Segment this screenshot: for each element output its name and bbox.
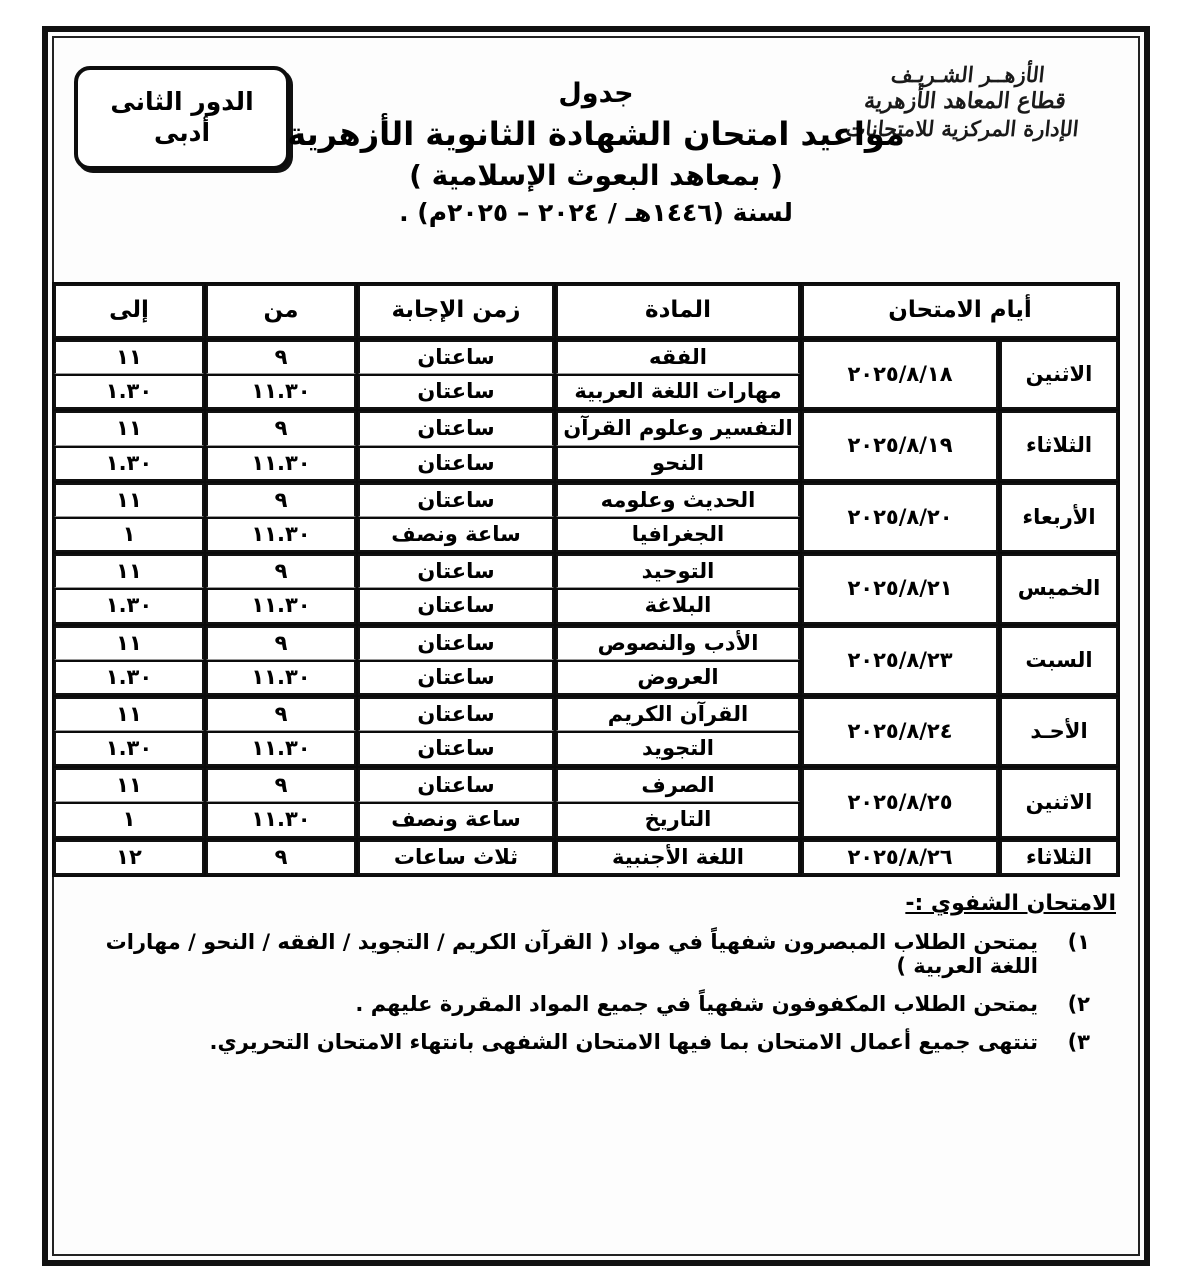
cell-exam-date: ٢٠٢٥/٨/٢٥	[802, 768, 998, 837]
oral-exam-heading: الامتحان الشفوي :-	[905, 890, 1116, 916]
cell-duration: ساعتان	[358, 733, 554, 766]
cell-day-name: الاثنين	[1000, 340, 1118, 409]
cell-duration: ساعتان	[358, 697, 554, 731]
column-header-duration: زمن الإجابة	[358, 284, 554, 338]
cell-time-to: ١	[54, 804, 204, 837]
table-row	[54, 483, 1118, 517]
cell-subject: الحديث وعلومه	[556, 483, 800, 517]
cell-subject: الأدب والنصوص	[556, 626, 800, 660]
cell-time-to: ١١	[54, 768, 204, 802]
cell-duration: ساعتان	[358, 626, 554, 660]
cell-duration: ساعتان	[358, 483, 554, 517]
column-header-subject: المادة	[556, 284, 800, 338]
table-header-row	[54, 284, 1118, 338]
letterhead-line-department: الإدارة المركزية للامتحانات	[844, 115, 1080, 141]
badge-track-label: أدبى	[153, 118, 211, 147]
schedule-table-wrapper	[72, 282, 1120, 877]
cell-duration: ساعتان	[358, 376, 554, 409]
cell-subject: الفقه	[556, 340, 800, 374]
note-item	[74, 992, 1118, 1016]
cell-subject: التاريخ	[556, 804, 800, 837]
cell-duration: ساعة ونصف	[358, 804, 554, 837]
cell-time-to: ١١	[54, 626, 204, 660]
cell-subject: الجغرافيا	[556, 519, 800, 552]
cell-time-to: ١.٣٠	[54, 590, 204, 623]
cell-time-to: ١١	[54, 554, 204, 588]
column-header-to: إلى	[54, 284, 204, 338]
table-row	[54, 411, 1118, 445]
cell-time-from: ٩	[206, 840, 356, 875]
cell-time-to: ١.٣٠	[54, 662, 204, 695]
cell-day-name: الثلاثاء	[1000, 840, 1118, 875]
cell-subject: النحو	[556, 448, 800, 481]
cell-time-from: ١١.٣٠	[206, 804, 356, 837]
note-text: يمتحن الطلاب المبصرون شفهياً في مواد ( القرآن الكريم / التجويد / الفقه / النحو / مهارات اللغة العربية )	[105, 929, 1038, 978]
oral-exam-notes	[74, 891, 1118, 1054]
cell-duration: ساعتان	[358, 590, 554, 623]
cell-exam-date: ٢٠٢٥/٨/٢٤	[802, 697, 998, 766]
cell-time-from: ١١.٣٠	[206, 519, 356, 552]
cell-duration: ثلاث ساعات	[358, 840, 554, 875]
badge-round-label: الدور الثانى	[110, 87, 254, 117]
cell-time-from: ٩	[206, 697, 356, 731]
cell-time-to: ١.٣٠	[54, 733, 204, 766]
cell-time-from: ١١.٣٠	[206, 448, 356, 481]
cell-time-from: ١١.٣٠	[206, 733, 356, 766]
note-number: ٣)	[1067, 1029, 1090, 1054]
table-row	[54, 554, 1118, 588]
cell-subject: التوحيد	[556, 554, 800, 588]
cell-day-name: الاثنين	[1000, 768, 1118, 837]
column-header-exam-days: أيام الامتحان	[802, 284, 1118, 338]
cell-subject: الصرف	[556, 768, 800, 802]
title-subtitle: ( بمعاهد البعوث الإسلامية )	[409, 159, 783, 192]
cell-time-from: ١١.٣٠	[206, 662, 356, 695]
cell-exam-date: ٢٠٢٥/٨/٢١	[802, 554, 998, 623]
cell-day-name: الثلاثاء	[1000, 411, 1118, 480]
table-row	[54, 697, 1118, 731]
cell-time-to: ١٢	[54, 840, 204, 875]
cell-time-from: ١١.٣٠	[206, 376, 356, 409]
cell-time-to: ١١	[54, 483, 204, 517]
cell-time-from: ٩	[206, 626, 356, 660]
cell-time-to: ١١	[54, 411, 204, 445]
note-item	[74, 930, 1118, 978]
cell-day-name: الأحـد	[1000, 697, 1118, 766]
note-number: ٢)	[1067, 991, 1090, 1016]
note-number: ١)	[1067, 929, 1090, 954]
cell-subject: التجويد	[556, 733, 800, 766]
cell-time-from: ٩	[206, 411, 356, 445]
cell-day-name: السبت	[1000, 626, 1118, 695]
cell-subject: اللغة الأجنبية	[556, 840, 800, 875]
exam-schedule-table	[52, 282, 1120, 877]
column-header-from: من	[206, 284, 356, 338]
cell-day-name: الأربعاء	[1000, 483, 1118, 552]
note-item	[74, 1030, 1118, 1054]
cell-subject: العروض	[556, 662, 800, 695]
table-row	[54, 768, 1118, 802]
cell-exam-date: ٢٠٢٥/٨/١٨	[802, 340, 998, 409]
table-row	[54, 340, 1118, 374]
cell-day-name: الخميس	[1000, 554, 1118, 623]
page-title	[62, 78, 1130, 227]
title-word-schedule: جدول	[558, 78, 634, 109]
cell-time-from: ١١.٣٠	[206, 590, 356, 623]
cell-time-to: ١.٣٠	[54, 376, 204, 409]
cell-time-from: ٩	[206, 768, 356, 802]
cell-time-from: ٩	[206, 340, 356, 374]
cell-time-to: ١١	[54, 340, 204, 374]
cell-exam-date: ٢٠٢٥/٨/٢٠	[802, 483, 998, 552]
letterhead-line-sector: قطاع المعاهد الأزهرية	[862, 88, 1068, 115]
table-row	[54, 626, 1118, 660]
cell-duration: ساعتان	[358, 411, 554, 445]
note-text: تنتهى جميع أعمال الامتحان بما فيها الامتحان الشفهى بانتهاء الامتحان التحريري.	[209, 1029, 1038, 1054]
table-row	[54, 840, 1118, 875]
title-academic-year: لسنة (١٤٤٦هـ / ٢٠٢٤ – ٢٠٢٥م) .	[399, 198, 793, 227]
title-main: مواعيد امتحان الشهادة الثانوية الأزهرية	[287, 115, 905, 153]
cell-time-to: ١	[54, 519, 204, 552]
cell-subject: التفسير وعلوم القرآن	[556, 411, 800, 445]
cell-subject: القرآن الكريم	[556, 697, 800, 731]
document-page-frame	[42, 26, 1150, 1266]
cell-duration: ساعتان	[358, 340, 554, 374]
cell-exam-date: ٢٠٢٥/٨/٢٦	[802, 840, 998, 875]
cell-subject: مهارات اللغة العربية	[556, 376, 800, 409]
cell-duration: ساعتان	[358, 768, 554, 802]
cell-time-from: ٩	[206, 483, 356, 517]
cell-exam-date: ٢٠٢٥/٨/١٩	[802, 411, 998, 480]
cell-duration: ساعتان	[358, 662, 554, 695]
cell-time-to: ١١	[54, 697, 204, 731]
cell-time-to: ١.٣٠	[54, 448, 204, 481]
cell-duration: ساعتان	[358, 554, 554, 588]
cell-duration: ساعة ونصف	[358, 519, 554, 552]
cell-exam-date: ٢٠٢٥/٨/٢٣	[802, 626, 998, 695]
cell-subject: البلاغة	[556, 590, 800, 623]
cell-duration: ساعتان	[358, 448, 554, 481]
letterhead-line-azhar: الأزهــر الشـريـف	[889, 62, 1046, 87]
note-text: يمتحن الطلاب المكفوفون شفهياً في جميع المواد المقررة عليهم .	[355, 991, 1038, 1016]
cell-time-from: ٩	[206, 554, 356, 588]
document-header	[62, 44, 1130, 282]
